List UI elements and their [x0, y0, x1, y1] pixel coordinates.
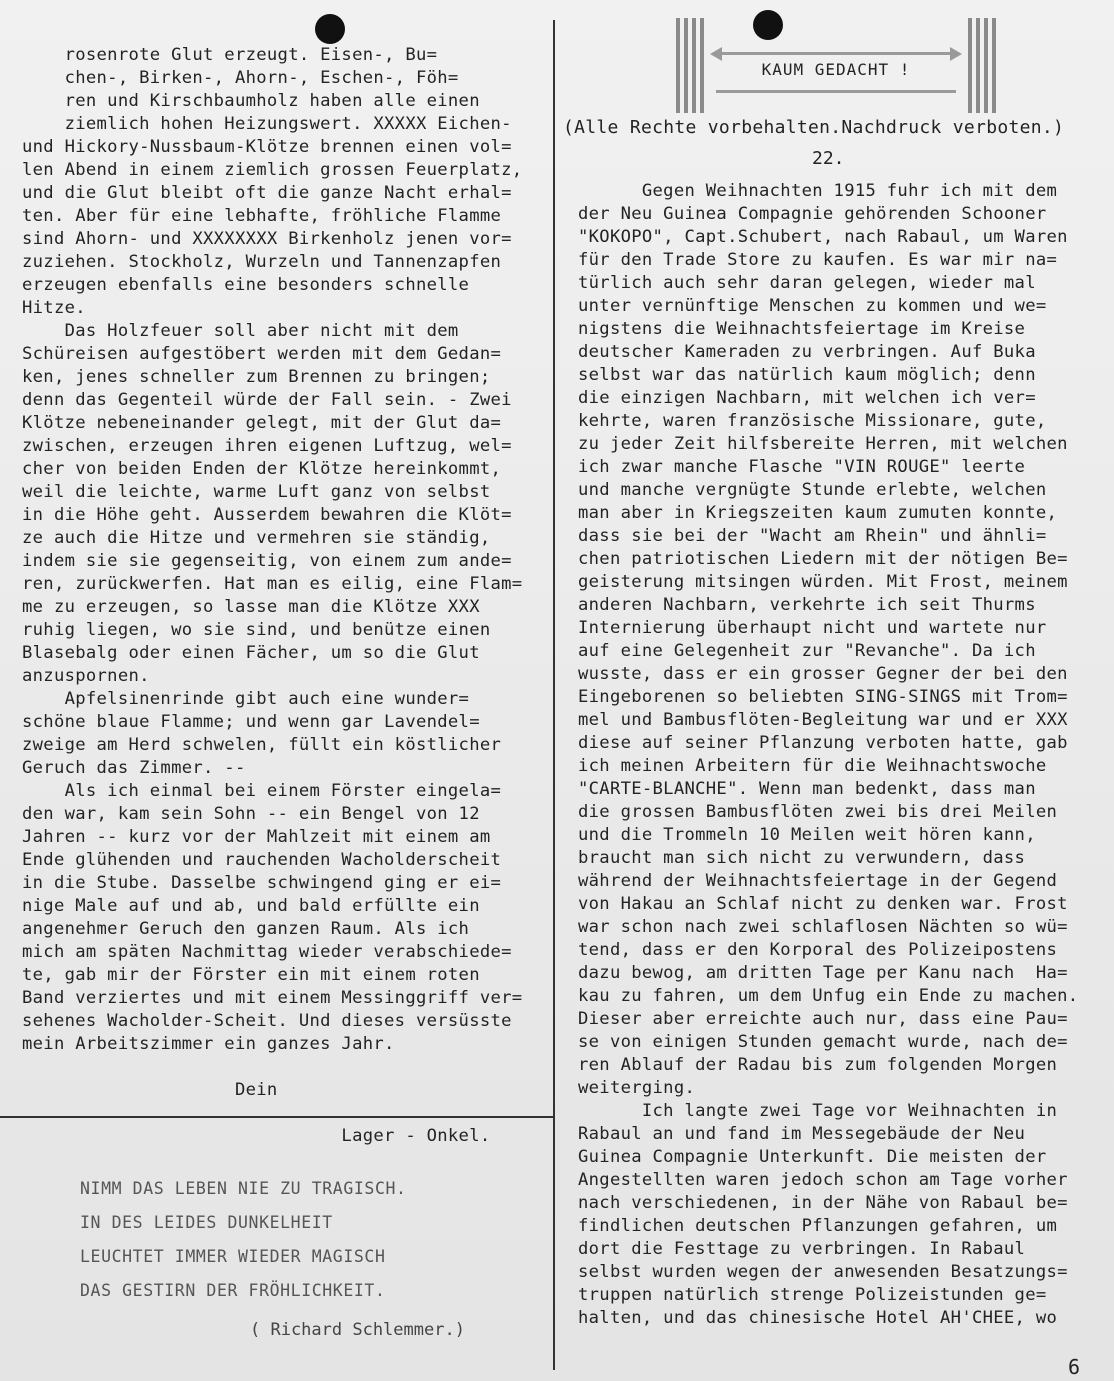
text-line: Geruch das Zimmer. --: [22, 758, 246, 778]
text-line: die einzigen Nachbarn, mit welchen ich ver=: [578, 388, 1036, 408]
text-line: truppen natürlich strenge Polizeistunden ge=: [578, 1285, 1047, 1305]
text-line: Guinea Compagnie Unterkunft. Die meisten der: [578, 1147, 1047, 1167]
text-line: anderen Nachbarn, verkehrte ich seit Thurms: [578, 595, 1036, 615]
arrow-left-icon: [710, 47, 722, 61]
text-line: während der Weihnachtsfeiertage in der Gegend: [578, 871, 1058, 891]
text-line: Klötze nebeneinander gelegt, mit der Glut da=: [22, 413, 502, 433]
text-line: denn das Gegenteil würde der Fall sein. - Zwei: [22, 390, 512, 410]
text-line: auf eine Gelegenheit zur "Revanche". Da ich: [578, 641, 1036, 661]
poem-author: ( Richard Schlemmer.): [250, 1320, 465, 1340]
text-line: Als ich einmal bei einem Förster eingela=: [22, 781, 502, 801]
arrow-right-icon: [950, 47, 962, 61]
text-line: chen-, Birken-, Ahorn-, Eschen-, Föh=: [22, 68, 459, 88]
text-line: me zu erzeugen, so lasse man die Klötze XXX: [22, 597, 480, 617]
text-line: unter vernünftige Menschen zu kommen und we=: [578, 296, 1047, 316]
right-column-text: [578, 180, 1104, 1330]
text-line: war schon nach zwei schlaflosen Nächten so wü=: [578, 917, 1068, 937]
text-line: zuziehen. Stockholz, Wurzeln und Tannenzapfen: [22, 252, 502, 272]
text-line: braucht man sich nicht zu verwundern, dass: [578, 848, 1026, 868]
text-line: Angestellten waren jedoch schon am Tage vorher: [578, 1170, 1068, 1190]
text-line: tend, dass er den Korporal des Polizeipostens: [578, 940, 1058, 960]
text-line: zwischen, erzeugen ihren eigenen Luftzug, wel=: [22, 436, 512, 456]
text-line: "CARTE-BLANCHE". Wenn man bedenkt, dass man: [578, 779, 1036, 799]
punch-hole-left: [315, 14, 345, 44]
text-line: "KOKOPO", Capt.Schubert, nach Rabaul, um Waren: [578, 227, 1068, 247]
text-line: man aber in Kriegszeiten kaum zumuten konnte,: [578, 503, 1058, 523]
text-line: Dieser aber erreichte auch nur, dass eine Pau=: [578, 1009, 1068, 1029]
text-line: nige Male auf und ab, und bald erfüllte ein: [22, 896, 480, 916]
text-line: Internierung überhaupt nicht und wartete nur: [578, 618, 1047, 638]
text-line: weil die leichte, warme Luft ganz von selbst: [22, 482, 491, 502]
header-frame-top: [716, 52, 956, 55]
text-line: ruhig liegen, wo sie sind, und benütze einen: [22, 620, 491, 640]
text-line: schöne blaue Flamme; und wenn gar Lavendel=: [22, 712, 480, 732]
text-line: deutscher Kameraden zu verbringen. Auf Buka: [578, 342, 1036, 362]
text-line: halten, und das chinesische Hotel AH'CHEE, wo: [578, 1308, 1058, 1328]
text-line: der Neu Guinea Compagnie gehörenden Schooner: [578, 204, 1047, 224]
text-line: ken, jenes schneller zum Brennen zu bringen;: [22, 367, 491, 387]
text-line: ich zwar manche Flasche "VIN ROUGE" leerte: [578, 457, 1026, 477]
text-line: findlichen deutschen Pflanzungen gefahren, um: [578, 1216, 1058, 1236]
text-line: anzuspornen.: [22, 666, 150, 686]
text-line: cher von beiden Enden der Klötze hereinkommt,: [22, 459, 502, 479]
text-line: dort die Festtage zu verbringen. In Rabaul: [578, 1239, 1026, 1259]
text-line: Dein: [22, 1080, 278, 1100]
text-line: rosenrote Glut erzeugt. Eisen-, Bu=: [22, 45, 438, 65]
text-line: von Hakau an Schlaf nicht zu denken war. Frost: [578, 894, 1068, 914]
text-line: mein Arbeitszimmer ein ganzes Jahr.: [22, 1034, 395, 1054]
text-line: Blasebalg oder einen Fächer, um so die Glut: [22, 643, 480, 663]
text-line: ren Ablauf der Radau bis zum folgenden Morgen: [578, 1055, 1058, 1075]
column-divider: [553, 20, 555, 1370]
text-line: selbst war das natürlich kaum möglich; denn: [578, 365, 1036, 385]
left-column-text: [22, 44, 550, 1148]
text-line: Jahren -- kurz vor der Mahlzeit mit einem am: [22, 827, 491, 847]
text-line: in die Höhe geht. Ausserdem bewahren die Klöt=: [22, 505, 512, 525]
text-line: Gegen Weihnachten 1915 fuhr ich mit dem: [578, 181, 1058, 201]
text-line: kau zu fahren, um dem Unfug ein Ende zu machen.: [578, 986, 1079, 1006]
text-line: türlich auch sehr daran gelegen, wieder mal: [578, 273, 1036, 293]
text-line: len Abend in einem ziemlich grossen Feuerplatz,: [22, 160, 523, 180]
copyright-notice: (Alle Rechte vorbehalten.Nachdruck verboten.): [563, 117, 1065, 138]
poem-line: IN DES LEIDES DUNKELHEIT: [80, 1213, 333, 1232]
text-line: Das Holzfeuer soll aber nicht mit dem: [22, 321, 459, 341]
text-line: Ende glühenden und rauchenden Wacholderscheit: [22, 850, 502, 870]
text-line: mich am späten Nachmittag wieder verabschiede=: [22, 942, 512, 962]
text-line: ren und Kirschbaumholz haben alle einen: [22, 91, 480, 111]
text-line: und die Glut bleibt oft die ganze Nacht erhal=: [22, 183, 512, 203]
text-line: wusste, dass er ein grosser Gegner der bei den: [578, 664, 1068, 684]
text-line: Schüreisen aufgestöbert werden mit dem Gedan=: [22, 344, 502, 364]
text-line: sind Ahorn- und XXXXXXXX Birkenholz jenen vor=: [22, 229, 512, 249]
text-line: Rabaul an und fand im Messegebäude der Neu: [578, 1124, 1026, 1144]
episode-number: 22.: [812, 148, 845, 169]
text-line: angenehmer Geruch den ganzen Raum. Als ich: [22, 919, 470, 939]
text-line: Hitze.: [22, 298, 86, 318]
text-line: den war, kam sein Sohn -- ein Bengel von 12: [22, 804, 480, 824]
poem-line: NIMM DAS LEBEN NIE ZU TRAGISCH.: [80, 1179, 407, 1198]
text-line: für den Trade Store zu kaufen. Es war mir na=: [578, 250, 1058, 270]
text-line: diese auf seiner Pflanzung verboten hatte, gab: [578, 733, 1068, 753]
text-line: und manche vergnügte Stunde erlebte, welchen: [578, 480, 1047, 500]
text-line: [22, 1056, 550, 1079]
text-line: Apfelsinenrinde gibt auch eine wunder=: [22, 689, 470, 709]
text-line: ich meinen Arbeitern für die Weihnachtswoche: [578, 756, 1047, 776]
text-line: selbst wurden wegen der anwesenden Besatzungs=: [578, 1262, 1068, 1282]
page-number: 6: [1068, 1355, 1081, 1379]
text-line: zweige am Herd schwelen, füllt ein köstlicher: [22, 735, 502, 755]
text-line: ten. Aber für eine lebhafte, fröhliche Flamme: [22, 206, 502, 226]
column-header-box: [676, 18, 996, 113]
text-line: geisterung mitsingen würden. Mit Frost, meinem: [578, 572, 1068, 592]
column-title: KAUM GEDACHT !: [761, 60, 911, 79]
text-line: dazu bewog, am dritten Tage per Kanu nach Ha=: [578, 963, 1068, 983]
text-line: und die Trommeln 10 Meilen weit hören kann,: [578, 825, 1036, 845]
text-line: Ich langte zwei Tage vor Weihnachten in: [578, 1101, 1058, 1121]
text-line: erzeugen ebenfalls eine besonders schnelle: [22, 275, 470, 295]
text-line: Eingeborenen so beliebten SING-SINGS mit Trom=: [578, 687, 1068, 707]
text-line: Lager - Onkel.: [22, 1126, 491, 1146]
text-line: ze auch die Hitze und vermehren sie ständig,: [22, 528, 491, 548]
text-line: Band verziertes und mit einem Messinggriff ver=: [22, 988, 523, 1008]
text-line: se von einigen Stunden gemacht wurde, nach de=: [578, 1032, 1068, 1052]
text-line: die grossen Bambusflöten zwei bis drei Meilen: [578, 802, 1058, 822]
text-line: ren, zurückwerfen. Hat man es eilig, eine Flam=: [22, 574, 523, 594]
text-line: indem sie sie gegenseitig, von einem zum ande=: [22, 551, 512, 571]
text-line: sehenes Wacholder-Scheit. Und dieses versüsste: [22, 1011, 512, 1031]
text-line: chen patriotischen Liedern mit der nötigen Be=: [578, 549, 1068, 569]
text-line: ziemlich hohen Heizungswert. XXXXX Eichen-: [22, 114, 512, 134]
text-line: weiterging.: [578, 1078, 696, 1098]
text-line: nigstens die Weihnachtsfeiertage im Kreise: [578, 319, 1026, 339]
poem-line: DAS GESTIRN DER FRÖHLICHKEIT.: [80, 1281, 386, 1300]
poem: [80, 1172, 407, 1308]
text-line: kehrte, waren französische Missionare, gute,: [578, 411, 1047, 431]
header-frame-bottom: [716, 90, 956, 93]
text-line: mel und Bambusflöten-Begleitung war und er XXX: [578, 710, 1068, 730]
text-line: zu jeder Zeit hilfsbereite Herren, mit welchen: [578, 434, 1068, 454]
text-line: nach verschiedenen, in der Nähe von Rabaul be=: [578, 1193, 1068, 1213]
text-line: und Hickory-Nussbaum-Klötze brennen einen vol=: [22, 137, 512, 157]
text-line: te, gab mir der Förster ein mit einem roten: [22, 965, 480, 985]
poem-line: LEUCHTET IMMER WIEDER MAGISCH: [80, 1247, 386, 1266]
text-line: in die Stube. Dasselbe schwingend ging er ei=: [22, 873, 502, 893]
text-line: [22, 1102, 550, 1125]
text-line: dass sie bei der "Wacht am Rhein" und ähnli=: [578, 526, 1047, 546]
